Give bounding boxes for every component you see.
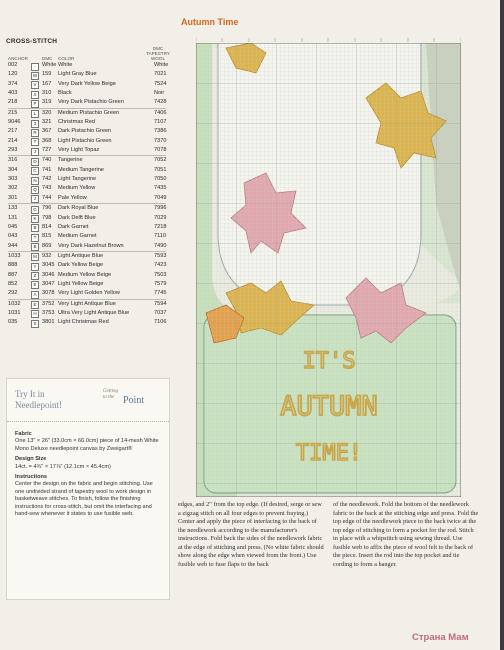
key-row: [6, 204, 172, 213]
key-wool: 7490: [154, 242, 167, 249]
key-wool: 7386: [154, 128, 167, 135]
key-anchor: 1032: [8, 300, 21, 307]
key-wool: 7406: [154, 109, 167, 116]
header-wool: DMC TAPESTRY WOOL: [146, 46, 170, 61]
key-color-name: Christmas Red: [58, 119, 95, 126]
key-symbol: H: [31, 310, 39, 318]
key-row: [6, 223, 172, 232]
key-dmc: White: [42, 62, 57, 68]
key-symbol: D: [31, 158, 39, 166]
key-anchor: 1031: [8, 309, 21, 316]
key-symbol: G: [31, 206, 39, 214]
key-color-name: Light Christmas Red: [58, 319, 109, 326]
key-color-name: Pale Yellow: [58, 194, 87, 201]
key-dmc: 159: [42, 71, 52, 78]
key-anchor: 217: [8, 128, 18, 135]
key-anchor: 218: [8, 99, 18, 106]
key-row: [6, 146, 172, 155]
key-color-name: Very Dark Hazelnut Brown: [58, 242, 124, 249]
chart-word-its: IT'S: [302, 349, 356, 374]
key-anchor: 215: [8, 109, 18, 116]
key-wool: Noir: [154, 90, 165, 97]
key-symbol: E: [31, 301, 39, 309]
key-dmc: 742: [42, 176, 52, 183]
key-color-name: Dark Royal Blue: [58, 205, 99, 212]
logo-to-the: to the: [103, 395, 115, 400]
key-row: [6, 118, 172, 127]
key-color-name: Light Antique Blue: [58, 252, 104, 259]
key-row: [6, 127, 172, 136]
key-wool: White: [154, 62, 169, 68]
key-row: [6, 252, 172, 261]
key-dmc: 367: [42, 128, 52, 135]
key-anchor: 292: [8, 290, 18, 297]
key-anchor: 1033: [8, 252, 21, 259]
key-color-name: Light Tangerine: [58, 176, 97, 183]
key-wool: 7110: [154, 233, 167, 240]
key-wool: 7594: [154, 300, 167, 307]
needlepoint-banner: [7, 379, 169, 422]
key-anchor: 045: [8, 223, 18, 230]
key-dmc: 3078: [42, 290, 55, 297]
header-anchor: ANCHOR: [8, 56, 28, 61]
key-symbol: J: [31, 195, 39, 203]
key-dmc: 727: [42, 147, 52, 154]
key-color-name: Light Pistachio Green: [58, 137, 112, 144]
key-symbol: W: [32, 72, 38, 78]
key-symbol: S: [31, 320, 39, 328]
key-wool: 7029: [154, 214, 167, 221]
key-wool: 7579: [154, 280, 167, 287]
key-row: [6, 242, 172, 251]
key-color-name: Medium Pistachio Green: [58, 109, 120, 116]
key-symbol: R: [31, 129, 39, 137]
key-symbol: N: [31, 177, 39, 185]
key-row: [6, 214, 172, 223]
key-dmc: 368: [42, 137, 52, 144]
try-heading: [15, 389, 62, 411]
key-row: [6, 80, 172, 89]
key-wool: 7051: [154, 166, 167, 173]
key-symbol: B: [31, 224, 39, 232]
key-rows: [6, 61, 172, 328]
key-anchor: 316: [8, 157, 18, 164]
getting-to-the-point-logo: [101, 387, 157, 413]
key-color-name: Very Dark Yellow Beige: [58, 80, 116, 87]
key-dmc: 321: [42, 119, 52, 126]
key-anchor: 301: [8, 194, 18, 201]
key-row: [6, 280, 172, 289]
key-symbol: E: [31, 281, 39, 289]
key-wool: 7428: [154, 99, 167, 106]
key-row: [6, 109, 172, 118]
key-dmc: 3752: [42, 300, 55, 307]
key-color-name: Very Light Golden Yellow: [58, 290, 120, 297]
key-anchor: 374: [8, 80, 18, 87]
key-dmc: 310: [42, 90, 52, 97]
key-row: [6, 261, 172, 270]
major-grid: [196, 43, 461, 497]
key-color-name: Medium Tangerine: [58, 166, 104, 173]
key-color-name: Medium Yellow: [58, 185, 96, 192]
key-dmc: 932: [42, 252, 52, 259]
logo-getting: Getting: [103, 389, 118, 394]
key-wool: 7423: [154, 262, 167, 269]
key-anchor: 120: [8, 71, 18, 78]
key-wool: 7078: [154, 147, 167, 154]
key-symbol: C: [31, 167, 39, 175]
key-anchor: 131: [8, 214, 18, 221]
key-dmc: 740: [42, 157, 52, 164]
needlepoint-body: [7, 422, 169, 524]
key-wool: 7503: [154, 271, 167, 278]
logo-small-text: [103, 389, 118, 401]
key-row: [6, 89, 172, 98]
key-color-name: Medium Yellow Beige: [58, 271, 112, 278]
chart-word-autumn: AUTUMN: [280, 391, 378, 422]
key-row: [6, 232, 172, 241]
key-dmc: 3045: [42, 262, 55, 269]
key-wool: 7037: [154, 309, 167, 316]
key-row: [6, 194, 172, 203]
key-dmc: 3047: [42, 280, 55, 287]
key-wool: 7106: [154, 319, 167, 326]
key-anchor: 852: [8, 280, 18, 287]
key-dmc: 814: [42, 223, 52, 230]
key-row: [6, 289, 172, 298]
key-color-name: Dark Garnet: [58, 223, 89, 230]
key-wool: 7049: [154, 194, 167, 201]
key-color-name: Dark Delft Blue: [58, 214, 96, 221]
chart-top-ticks: [196, 38, 461, 42]
key-dmc: 796: [42, 205, 52, 212]
key-symbol: P: [31, 100, 39, 108]
design-size-text: 14ct. = 4¾" × 17⅞" (12.1cm × 45.4cm): [15, 463, 111, 470]
key-dmc: 743: [42, 185, 52, 192]
key-anchor: 303: [8, 176, 18, 183]
key-wool: 7745: [154, 290, 167, 297]
key-symbol: T: [31, 234, 39, 242]
key-row: [6, 271, 172, 280]
key-dmc: 798: [42, 214, 52, 221]
color-key: [6, 38, 172, 328]
key-row: [6, 184, 172, 193]
key-row: [6, 70, 172, 79]
key-color-name: Tangerine: [58, 157, 83, 164]
key-symbol: Q: [31, 186, 39, 194]
key-color-name: Black: [58, 90, 72, 97]
instructions-heading: Instructions: [15, 474, 48, 481]
watermark-logo: Страна Мам: [412, 632, 469, 643]
needlepoint-instructions-text: Center the design on the fabric and begin stitching. Use one undivided strand of tapestry wool to work design in basketweave stitches. To finish, follow the finishing instructions for cross-stitch, but omit the interfacing and hand-sew whenever it states to use fusible web.: [15, 481, 153, 518]
key-title: CROSS-STITCH: [6, 38, 58, 45]
key-symbol: V: [31, 81, 39, 89]
key-color-name: Very Light Topaz: [58, 147, 100, 154]
header-dmc: DMC: [42, 56, 53, 61]
chart-title: Autumn Time: [181, 17, 239, 27]
try-line-1: Try It in: [15, 389, 45, 399]
key-symbol: J: [31, 148, 39, 156]
key-color-name: Dark Pistachio Green: [58, 128, 112, 135]
key-wool: 7593: [154, 252, 167, 259]
key-dmc: 320: [42, 109, 52, 116]
key-wool: 7524: [154, 80, 167, 87]
key-color-name: Light Gray Blue: [58, 71, 97, 78]
key-anchor: 214: [8, 137, 18, 144]
key-dmc: 744: [42, 194, 52, 201]
key-wool: 7052: [154, 157, 167, 164]
key-wool: 7996: [154, 205, 167, 212]
key-row: [6, 309, 172, 318]
key-row: [6, 300, 172, 309]
key-symbol: M: [31, 253, 39, 261]
key-wool: 7218: [154, 223, 167, 230]
needlepoint-box: [6, 378, 170, 600]
key-symbol: K: [31, 215, 39, 223]
cross-stitch-chart: [196, 43, 461, 497]
key-anchor: 002: [8, 62, 18, 68]
fabric-heading: Fabric: [15, 431, 32, 437]
key-dmc: 3753: [42, 309, 55, 316]
key-wool: 7435: [154, 185, 167, 192]
key-anchor: 944: [8, 242, 18, 249]
instructions-column-1: edges, and 2" from the top edge. (If desired, serge or sew a zigzag stitch on all four edges to prevent fraying.) Center and apply the piece of interfacing to the back of the needlework according to the manufacturer's instructions. Fold back the sides of the needlework fabric at the edge of stitching and press. (No white fabric should show along the edge when viewed from the front.) Use fusible web to fuse flaps to the back: [178, 501, 324, 568]
key-row: [6, 156, 172, 165]
key-anchor: 9046: [8, 119, 21, 126]
design-size-heading: Design Size: [15, 456, 47, 463]
key-symbol: A: [31, 291, 39, 299]
key-symbol: Z: [31, 272, 39, 280]
key-symbol: 3: [31, 120, 39, 128]
key-symbol: L: [31, 110, 39, 118]
key-symbol: X: [31, 91, 39, 99]
key-wool: 7021: [154, 71, 167, 78]
key-row: [6, 318, 172, 327]
key-anchor: 035: [8, 319, 18, 326]
page-edge-shadow: [500, 0, 504, 650]
logo-point: Point: [123, 395, 145, 406]
key-color-name: Very Light Antique Blue: [58, 300, 116, 307]
key-dmc: 869: [42, 242, 52, 249]
key-anchor: 887: [8, 271, 18, 278]
key-symbol: ·: [31, 63, 39, 71]
key-dmc: 741: [42, 166, 52, 173]
key-wool: 7050: [154, 176, 167, 183]
key-anchor: 304: [8, 166, 18, 173]
key-color-name: Medium Garnet: [58, 233, 97, 240]
key-wool: 7370: [154, 137, 167, 144]
chart-word-time: TIME!: [295, 441, 363, 466]
instructions-column-2: of the needlework. Fold the bottom of the needlework fabric to the back at the stitching edge and press. Fold the top edge of the needlework piece to the back twice at the top edge of stitching to form a pocket for the rod. Stitch in place with a whipstitch using sewing thread. Use fusible web to affix the piece of wool felt to the back of the piece. Insert the rod into the top pocket and tie cording to form a hanger.: [333, 501, 479, 568]
fabric-text: One 13" × 26" (33.0cm × 66.0cm) piece of 14-mesh White Mono Deluxe needlepoint canvas by Zweigart®: [15, 438, 159, 452]
key-row: [6, 61, 172, 70]
key-color-name: Ultra Very Light Antique Blue: [58, 309, 130, 316]
key-dmc: 815: [42, 233, 52, 240]
key-row: [6, 166, 172, 175]
key-color-name: White: [58, 62, 73, 68]
key-anchor: 403: [8, 90, 18, 97]
key-anchor: 302: [8, 185, 18, 192]
try-line-2: Needlepoint!: [15, 400, 62, 410]
key-anchor: 133: [8, 205, 18, 212]
key-anchor: 293: [8, 147, 18, 154]
key-dmc: 3046: [42, 271, 55, 278]
header-color: COLOR: [58, 56, 75, 61]
key-wool: 7107: [154, 119, 167, 126]
key-anchor: 888: [8, 262, 18, 269]
key-symbol: B: [31, 243, 39, 251]
key-dmc: 319: [42, 99, 52, 106]
key-dmc: 167: [42, 80, 52, 87]
key-dmc: 3801: [42, 319, 55, 326]
key-color-name: Dark Yellow Beige: [58, 262, 104, 269]
key-symbol: T: [31, 138, 39, 146]
key-color-name: Light Yellow Beige: [58, 280, 104, 287]
key-row: [6, 98, 172, 107]
key-symbol: Y: [31, 263, 39, 271]
key-row: [6, 175, 172, 184]
key-color-name: Very Dark Pistachio Green: [58, 99, 124, 106]
key-header: [6, 45, 172, 61]
key-row: [6, 137, 172, 146]
key-anchor: 043: [8, 233, 18, 240]
